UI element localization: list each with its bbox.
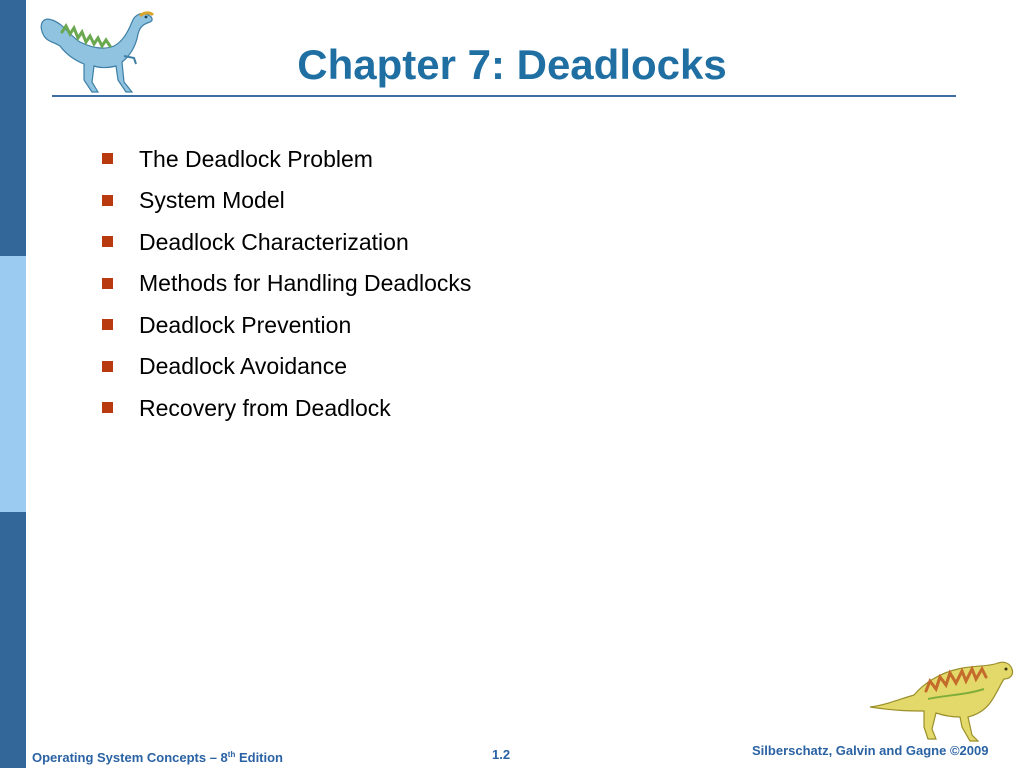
list-item [102, 263, 471, 305]
bullet-text: Deadlock Avoidance [139, 353, 347, 380]
sidebar-segment-bottom [0, 512, 26, 768]
bullet-list [102, 138, 471, 429]
list-item [102, 346, 471, 388]
list-item [102, 304, 471, 346]
square-bullet-icon [102, 361, 113, 372]
square-bullet-icon [102, 319, 113, 330]
footer-book-title-prefix: Operating System Concepts – 8 [32, 750, 228, 765]
sidebar-stripe [0, 0, 26, 768]
list-item [102, 138, 471, 180]
bullet-text: System Model [139, 187, 285, 214]
footer-book-title [32, 747, 283, 766]
bullet-text: Recovery from Deadlock [139, 394, 391, 421]
list-item [102, 387, 471, 429]
page-number: 1.2 [492, 747, 511, 762]
dinosaur-icon [866, 655, 1016, 743]
bullet-text: Methods for Handling Deadlocks [139, 270, 472, 297]
bullet-text: Deadlock Prevention [139, 311, 352, 338]
square-bullet-icon [102, 236, 113, 247]
list-item [102, 180, 471, 222]
footer-authors: Silberschatz, Galvin and Gagne ©2009 [752, 743, 989, 758]
footer-ordinal-suffix: th [227, 750, 236, 759]
slide-title: Chapter 7: Deadlocks [297, 41, 727, 88]
square-bullet-icon [102, 278, 113, 289]
bullet-text: Deadlock Characterization [139, 228, 409, 255]
sidebar-segment-middle [0, 256, 26, 512]
list-item [102, 221, 471, 263]
title-underline [52, 95, 956, 97]
square-bullet-icon [102, 195, 113, 206]
square-bullet-icon [102, 153, 113, 164]
bullet-text: The Deadlock Problem [139, 145, 373, 172]
square-bullet-icon [102, 402, 113, 413]
footer-book-title-suffix: Edition [235, 750, 284, 765]
